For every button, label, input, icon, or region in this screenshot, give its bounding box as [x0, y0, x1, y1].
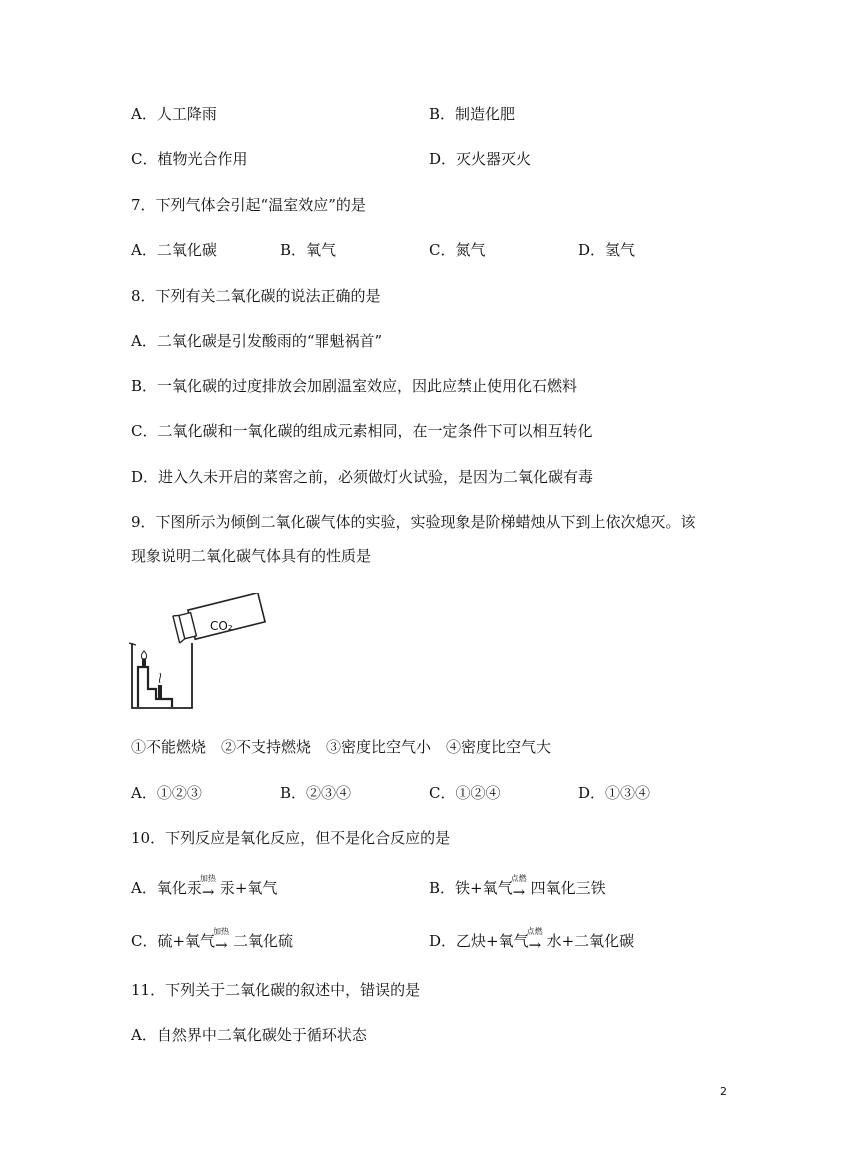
reaction-arrow — [510, 874, 531, 901]
q7-option-a: A．二氧化碳 — [131, 241, 217, 259]
arrow-icon: → — [512, 883, 526, 901]
candle-upper — [142, 659, 146, 667]
q10-c-products: 二氧化硫 — [233, 932, 294, 950]
q9-option-b: B．②③④ — [280, 784, 352, 802]
q10-stem: 10．下列反应是氧化反应，但不是化合反应的是 — [131, 829, 451, 847]
candle-lower — [158, 685, 162, 699]
q9-option-a: A．①②③ — [131, 784, 202, 802]
page-number: 2 — [720, 1085, 727, 1098]
co2-label: CO₂ — [210, 619, 233, 633]
q10-option-a — [131, 874, 278, 901]
co2-pouring-figure — [128, 593, 270, 711]
q10-option-b — [429, 874, 606, 901]
q8-option-a: A．二氧化碳是引发酸雨的“罪魁祸首” — [131, 332, 383, 350]
q10-d-reactants: D．乙炔+氧气 — [429, 932, 529, 950]
reaction-arrow — [213, 927, 233, 954]
q10-b-products: 四氧化三铁 — [530, 879, 606, 897]
q8-option-c: C．二氧化碳和一氧化碳的组成元素相同，在一定条件下可以相互转化 — [131, 422, 593, 440]
q10-d-products: 水+二氧化碳 — [546, 932, 635, 950]
q11-option-a: A．自然界中二氧化碳处于循环状态 — [131, 1026, 367, 1044]
q6-option-d: D．灭火器灭火 — [429, 150, 532, 168]
reaction-arrow — [199, 874, 220, 901]
q9-properties: ①不能燃烧 ②不支持燃烧 ③密度比空气小 ④密度比空气大 — [131, 738, 552, 756]
arrow-icon: → — [528, 936, 542, 954]
q9-option-d: D．①③④ — [578, 784, 651, 802]
reaction-condition: 点燃 — [526, 927, 543, 936]
q8-option-b: B．一氧化碳的过度排放会加剧温室效应，因此应禁止使用化石燃料 — [131, 377, 578, 395]
q6-option-c: C．植物光合作用 — [131, 150, 248, 168]
q6-option-a: A．人工降雨 — [131, 105, 217, 123]
q7-stem: 7．下列气体会引起“温室效应”的是 — [131, 196, 366, 214]
flame-icon — [141, 651, 146, 659]
q9-stem-line1: 9．下图所示为倾倒二氧化碳气体的实验，实验现象是阶梯蜡烛从下到上依次熄灭。该 — [131, 513, 696, 531]
smoke-icon — [159, 673, 160, 683]
q10-option-d — [429, 927, 635, 954]
candle-stand — [138, 667, 172, 707]
reaction-condition: 加热 — [199, 874, 216, 883]
reaction-condition: 加热 — [213, 927, 230, 936]
q7-option-b: B．氧气 — [280, 241, 337, 259]
q8-stem: 8．下列有关二氧化碳的说法正确的是 — [131, 287, 381, 305]
q8-option-d: D．进入久未开启的菜窖之前，必须做灯火试验，是因为二氧化碳有毒 — [131, 468, 594, 486]
q11-stem: 11．下列关于二氧化碳的叙述中，错误的是 — [131, 981, 421, 999]
q9-stem-line2: 现象说明二氧化碳气体具有的性质是 — [131, 547, 372, 565]
q10-option-c — [131, 927, 294, 954]
q10-b-reactants: B．铁+氧气 — [429, 879, 513, 897]
q10-c-reactants: C．硫+氧气 — [131, 932, 216, 950]
q10-a-products: 汞+氧气 — [219, 879, 278, 897]
reaction-condition: 点燃 — [510, 874, 527, 883]
arrow-icon: → — [201, 883, 215, 901]
q7-option-d: D．氢气 — [578, 241, 636, 259]
reaction-arrow — [526, 927, 547, 954]
q6-option-b: B．制造化肥 — [429, 105, 516, 123]
q9-option-c: C．①②④ — [429, 784, 501, 802]
q10-a-reactants: A．氧化汞 — [131, 879, 202, 897]
arrow-icon: → — [215, 936, 228, 954]
q7-option-c: C．氮气 — [429, 241, 486, 259]
